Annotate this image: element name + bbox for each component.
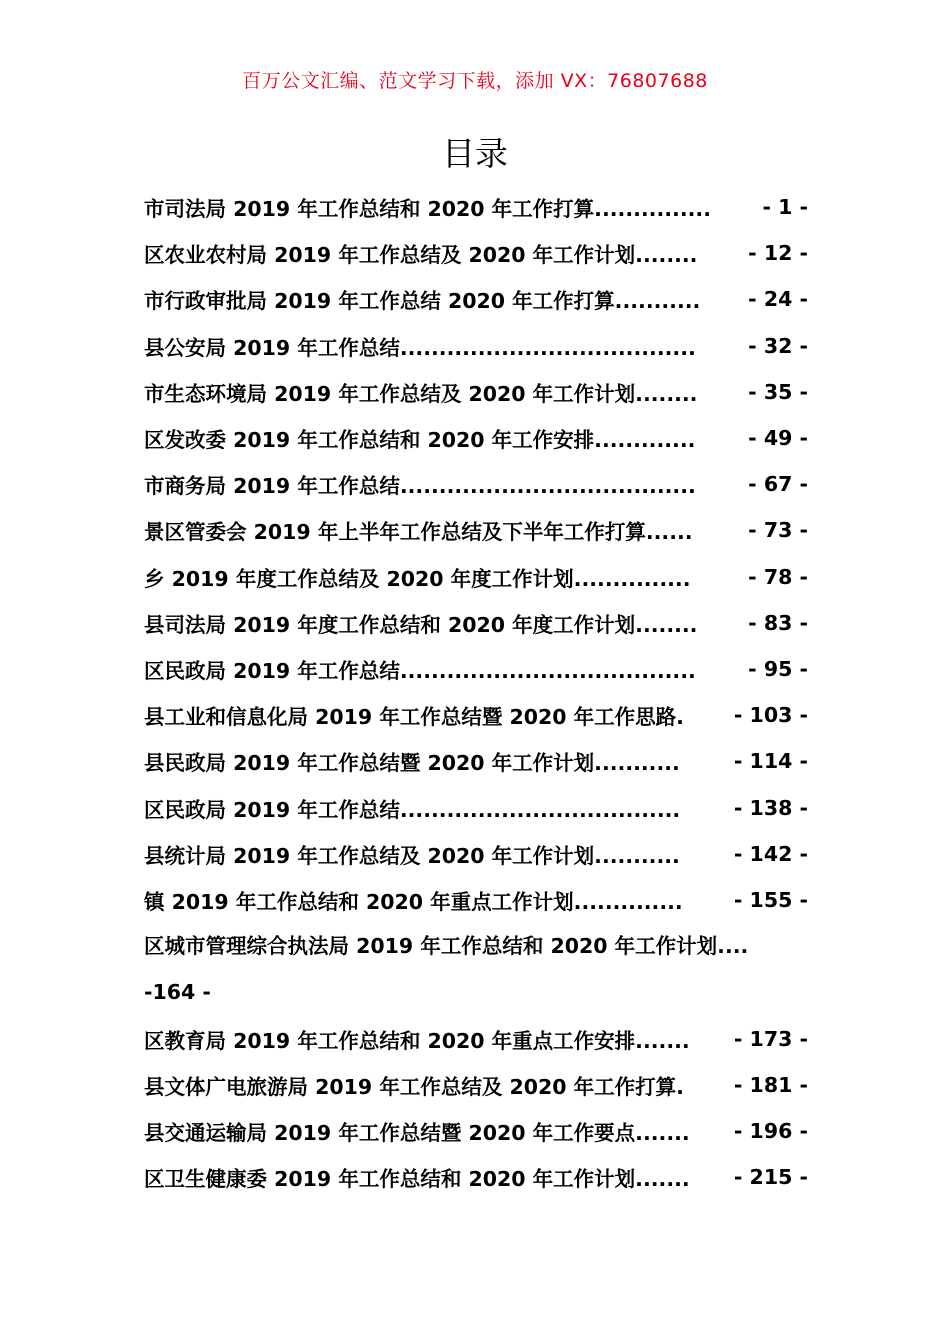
toc-entry[interactable] xyxy=(144,369,808,415)
toc-entry-text xyxy=(144,284,748,314)
toc-entry-page: -164 - xyxy=(144,980,211,1005)
toc-entry-page: - 95 - xyxy=(748,656,808,681)
toc-entry-title: 县公安局 2019 年工作总结 xyxy=(144,335,400,360)
toc-entry[interactable] xyxy=(144,507,808,553)
toc-entry-page: - 142 - xyxy=(733,841,808,866)
toc-entry-text xyxy=(144,608,748,638)
toc-entry-title: 市商务局 2019 年工作总结 xyxy=(144,474,400,499)
toc-entry-text xyxy=(144,839,734,869)
toc-entry-leader: ........ xyxy=(635,243,698,268)
toc-entry[interactable] xyxy=(144,554,808,600)
toc-entry[interactable] xyxy=(144,276,808,322)
toc-entry-text xyxy=(144,192,762,222)
toc-entry-page: - 173 - xyxy=(733,1026,808,1051)
table-of-contents xyxy=(144,184,808,1200)
toc-entry-title: 镇 2019 年工作总结和 2020 年重点工作计划 xyxy=(144,889,574,914)
toc-entry-text xyxy=(144,1024,734,1054)
toc-entry-page: - 196 - xyxy=(733,1118,808,1143)
toc-entry[interactable] xyxy=(144,600,808,646)
toc-entry-title: 乡 2019 年度工作总结及 2020 年度工作计划 xyxy=(144,566,574,591)
toc-entry-leader: . xyxy=(676,1074,684,1099)
toc-entry-title: 区卫生健康委 2019 年工作总结和 2020 年工作计划 xyxy=(144,1167,636,1192)
toc-entry-title: 市生态环境局 2019 年工作总结及 2020 年工作计划 xyxy=(144,381,636,406)
toc-entry-page: - 78 - xyxy=(748,564,808,589)
toc-entry-leader: ....... xyxy=(635,1167,690,1192)
toc-entry-text xyxy=(144,515,748,545)
toc-entry-leader: . xyxy=(676,705,684,730)
toc-entry-text xyxy=(144,331,748,361)
toc-entry[interactable] xyxy=(144,692,808,738)
toc-entry[interactable] xyxy=(144,1062,808,1108)
toc-entry-text xyxy=(144,654,748,684)
toc-entry[interactable] xyxy=(144,1154,808,1200)
toc-entry-leader: ...... xyxy=(645,520,693,545)
toc-entry-text xyxy=(144,469,748,499)
toc-entry-page: - 155 - xyxy=(733,887,808,912)
toc-entry-leader: ........ xyxy=(635,612,698,637)
toc-entry-page: - 49 - xyxy=(748,426,808,451)
toc-entry-leader: ........... xyxy=(614,289,701,314)
toc-entry-title: 县司法局 2019 年度工作总结和 2020 年度工作计划 xyxy=(144,612,636,637)
toc-entry-text xyxy=(144,1162,734,1192)
toc-entry-text xyxy=(144,1070,734,1100)
toc-entry-title: 县工业和信息化局 2019 年工作总结暨 2020 年工作思路 xyxy=(144,705,677,730)
toc-entry-title: 区城市管理综合执法局 2019 年工作总结和 2020 年工作计划 xyxy=(144,934,718,958)
toc-entry[interactable] xyxy=(144,230,808,276)
toc-entry[interactable] xyxy=(144,1108,808,1154)
toc-entry-leader: ...................................... xyxy=(399,335,696,360)
toc-entry-leader: ........ xyxy=(635,381,698,406)
toc-entry-text xyxy=(144,377,748,407)
toc-entry-page: - 12 - xyxy=(748,241,808,266)
download-banner: 百万公文汇编、范文学习下载，添加 VX：76807688 xyxy=(242,70,708,92)
toc-entry-page: - 32 - xyxy=(748,333,808,358)
toc-entry-text xyxy=(144,238,748,268)
toc-entry-page: - 181 - xyxy=(733,1072,808,1097)
toc-entry-page: - 215 - xyxy=(733,1165,808,1190)
toc-entry-title: 区民政局 2019 年工作总结 xyxy=(144,797,400,822)
toc-entry-leader: ....... xyxy=(635,1028,690,1053)
toc-entry[interactable] xyxy=(144,415,808,461)
toc-entry[interactable] xyxy=(144,646,808,692)
toc-entry[interactable] xyxy=(144,323,808,369)
toc-entry-page: - 67 - xyxy=(748,472,808,497)
toc-entry-page: - 138 - xyxy=(733,795,808,820)
toc-title: 目录 xyxy=(442,134,508,173)
toc-entry-text xyxy=(144,885,734,915)
toc-entry-text xyxy=(144,746,734,776)
toc-entry-title: 县交通运输局 2019 年工作总结暨 2020 年工作要点 xyxy=(144,1120,636,1145)
toc-entry-title: 景区管委会 2019 年上半年工作总结及下半年工作打算 xyxy=(144,520,646,545)
toc-entry[interactable] xyxy=(144,784,808,830)
toc-entry-leader: ............. xyxy=(594,428,696,453)
toc-entry-page: - 1 - xyxy=(762,195,808,220)
toc-entry-page: - 114 - xyxy=(733,749,808,774)
toc-entry[interactable] xyxy=(144,184,808,230)
toc-entry-title: 区发改委 2019 年工作总结和 2020 年工作安排 xyxy=(144,428,595,453)
toc-entry-text xyxy=(144,1116,734,1146)
toc-entry-leader: ...................................... xyxy=(399,658,696,683)
toc-entry-text xyxy=(144,562,748,592)
toc-entry-title: 县文体广电旅游局 2019 年工作总结及 2020 年工作打算 xyxy=(144,1074,677,1099)
toc-entry-text xyxy=(144,700,734,730)
toc-entry-leader: .... xyxy=(717,934,749,958)
toc-entry[interactable] xyxy=(144,738,808,784)
toc-entry-title: 区民政局 2019 年工作总结 xyxy=(144,658,400,683)
toc-entry-title: 市司法局 2019 年工作总结和 2020 年工作打算 xyxy=(144,197,595,222)
toc-entry[interactable] xyxy=(144,1015,808,1061)
toc-entry-page: - 24 - xyxy=(748,287,808,312)
toc-entry-leader: ....... xyxy=(635,1120,690,1145)
toc-entry-leader: ...................................... xyxy=(399,474,696,499)
toc-entry-title: 县民政局 2019 年工作总结暨 2020 年工作计划 xyxy=(144,751,595,776)
toc-entry-text xyxy=(144,423,748,453)
toc-entry-leader: ............... xyxy=(573,566,691,591)
toc-entry-page: - 83 - xyxy=(748,610,808,635)
toc-entry-text xyxy=(144,793,734,823)
toc-entry[interactable] xyxy=(144,923,808,1015)
toc-entry-page: - 73 - xyxy=(748,518,808,543)
toc-entry-page: - 103 - xyxy=(733,703,808,728)
toc-entry-leader: .............. xyxy=(573,889,683,914)
toc-entry-title: 县统计局 2019 年工作总结及 2020 年工作计划 xyxy=(144,843,595,868)
toc-entry-leader: .................................... xyxy=(399,797,681,822)
toc-entry[interactable] xyxy=(144,831,808,877)
toc-entry-title: 区教育局 2019 年工作总结和 2020 年重点工作安排 xyxy=(144,1028,636,1053)
toc-entry[interactable] xyxy=(144,877,808,923)
toc-entry[interactable] xyxy=(144,461,808,507)
toc-entry-leader: ............... xyxy=(594,197,711,222)
toc-entry-title: 区农业农村局 2019 年工作总结及 2020 年工作计划 xyxy=(144,243,636,268)
toc-entry-leader: ........... xyxy=(594,843,680,868)
toc-entry-title: 市行政审批局 2019 年工作总结 2020 年工作打算 xyxy=(144,289,615,314)
toc-entry-page: - 35 - xyxy=(748,379,808,404)
toc-entry-leader: ........... xyxy=(594,751,680,776)
